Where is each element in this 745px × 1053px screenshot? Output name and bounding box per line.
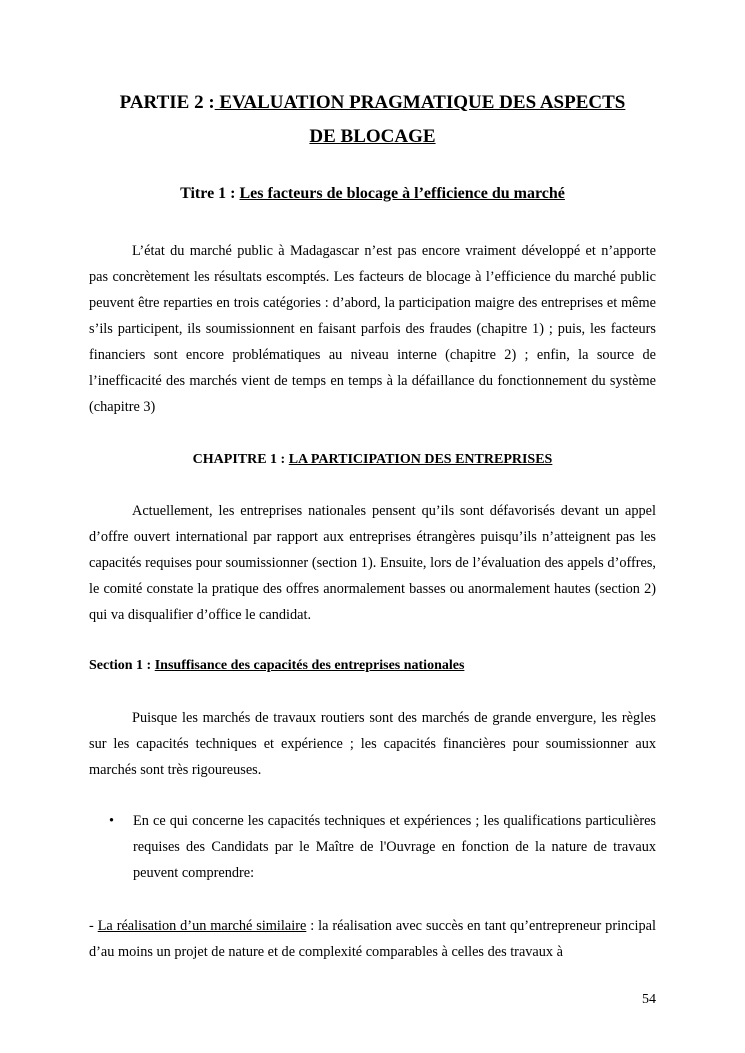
item-label: La réalisation d’un marché similaire (97, 918, 307, 934)
page-number: 54 (642, 992, 656, 1007)
item-dash: - (89, 918, 98, 934)
bullet-text: En ce qui concerne les capacités techniques et expériences ; les qualifications particulières requises des Candidats par le Maître de l'Ouvrage en fonction de la nature de travaux peuvent comprendre: (133, 813, 656, 881)
chapitre-paragraph: Actuellement, les entreprises nationales pensent qu’ils sont défavorisés devant un appel d’offre ouvert international par rapport aux entreprises étrangères puisqu’ils n’atteignent pas les capacités requises pour soumissionner (section 1). Ensuite, lors de l’évaluation des appels d’offres, le comité constate la pratique des offres anormalement basses ou anormalement hautes (section 2) qui va disqualifier d’office le candidat. (89, 503, 656, 623)
chapitre-prefix: CHAPITRE 1 : (192, 452, 286, 467)
titre-heading (89, 181, 656, 207)
part-title-line1: EVALUATION PRAGMATIQUE DES ASPECTS (214, 92, 626, 113)
intro-paragraph: L’état du marché public à Madagascar n’est pas encore vraiment développé et n’apporte pas concrètement les résultats escomptés. Les facteurs de blocage à l’efficience du marché public peuvent être reparties en trois catégories : d’abord, la participation maigre des entreprises et même s’ils participent, ils soumissionnent en faisant parfois des fraudes (chapitre 1) ; puis, les facteurs financiers sont encore problématiques au niveau interne (chapitre 2) ; enfin, la source de l’inefficacité des marchés vient de temps en temps à la défaillance du fonctionnement du système (chapitre 3) (89, 243, 656, 415)
titre-title: Les facteurs de blocage à l’efficience du marché (239, 185, 565, 202)
bullet-icon: • (109, 813, 115, 829)
part-title-line2: DE BLOCAGE (309, 126, 436, 147)
titre-prefix: Titre 1 : (180, 185, 236, 202)
part-prefix: PARTIE 2 : (119, 92, 215, 113)
item-text: : la réalisation avec succès en tant qu’entrepreneur principal d’au moins un projet de nature et de complexité comparables à celles des travaux à (89, 918, 656, 960)
chapitre-heading (89, 448, 656, 472)
section-title: Insuffisance des capacités des entreprises nationales (154, 658, 465, 673)
part-title (89, 86, 656, 154)
bullet-list-item (89, 808, 656, 886)
section-prefix: Section 1 : (89, 658, 152, 673)
chapitre-title: LA PARTICIPATION DES ENTREPRISES (288, 452, 553, 467)
item-paragraph (89, 913, 656, 965)
section-paragraph: Puisque les marchés de travaux routiers sont des marchés de grande envergure, les règles sur les capacités techniques et expérience ; les capacités financières pour soumissionner aux marchés sont très rigoureuses. (89, 710, 656, 778)
section-heading (89, 654, 656, 678)
